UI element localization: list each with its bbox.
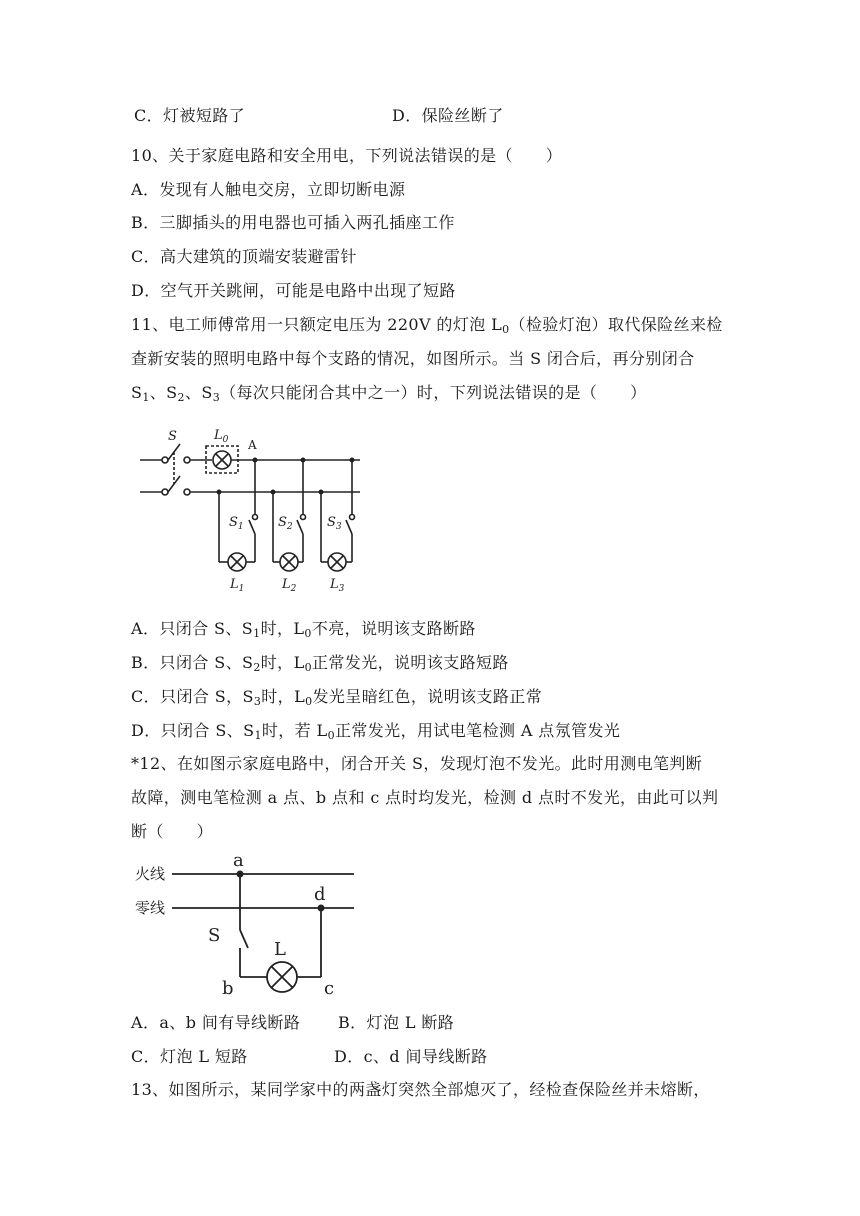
label-s2: $S_2$ xyxy=(278,515,293,532)
label-c: c xyxy=(324,978,335,999)
label-s1: $S_1$ xyxy=(229,515,244,532)
q11-option-c: C．只闭合 S，$S_3$时，$L_0$发光呈暗红色，说明该支路正常 xyxy=(131,687,543,708)
q12-stem-line1: *12、在如图示家庭电路中，闭合开关 S，发现灯泡不发光。此时用测电笔判断 xyxy=(131,754,703,773)
label-l0: $L_0$ xyxy=(214,428,229,445)
label-s: S xyxy=(168,429,177,444)
label-d: d xyxy=(314,884,326,905)
q9-option-d: D．保险丝断了 xyxy=(392,106,504,125)
label-l2: $L_2$ xyxy=(282,577,297,594)
q10-option-d: D．空气开关跳闸，可能是电路中出现了短路 xyxy=(131,281,456,300)
q11-option-b: B．只闭合 S、$S_2$时，$L_0$正常发光，说明该支路短路 xyxy=(131,653,509,674)
label-a: a xyxy=(233,850,244,871)
q10-option-a: A．发现有人触电交房，立即切断电源 xyxy=(131,180,406,199)
label-a: A xyxy=(248,438,257,452)
q10-stem: 10、关于家庭电路和安全用电，下列说法错误的是（ ） xyxy=(131,146,563,165)
q12-stem-line2: 故障，测电笔检测 a 点、b 点和 c 点时均发光，检测 d 点时不发光，由此可以判 xyxy=(131,788,719,807)
q11-stem-line1: 11、电工师傅常用一只额定电压为 220V 的灯泡 $L_0$（检验灯泡）取代保险丝来检 xyxy=(131,315,723,336)
label-l3: $L_3$ xyxy=(330,577,345,594)
label-l1: $L_1$ xyxy=(230,577,245,594)
q11-circuit-diagram xyxy=(140,422,370,594)
q13-stem-line1: 13、如图所示，某同学家中的两盏灯突然全部熄灭了，经检查保险丝并未熔断， xyxy=(131,1080,710,1099)
label-s3: $S_3$ xyxy=(327,515,342,532)
label-live-wire: 火线 xyxy=(135,865,166,883)
label-s: S xyxy=(208,925,221,946)
q12-option-a: A．a、b 间有导线断路 xyxy=(131,1013,301,1032)
label-l: L xyxy=(274,939,286,960)
q11-option-d: D．只闭合 S、$S_1$时，若 $L_0$正常发光，用试电笔检测 A 点氖管发光 xyxy=(131,721,621,742)
q12-option-d: D．c、d 间导线断路 xyxy=(334,1047,488,1066)
q11-stem-line2: 查新安装的照明电路中每个支路的情况，如图所示。当 S 闭合后，再分别闭合 xyxy=(131,349,695,368)
label-b: b xyxy=(222,978,234,999)
q11-option-a: A．只闭合 S、$S_1$时，$L_0$不亮，说明该支路断路 xyxy=(131,619,476,640)
q10-option-b: B．三脚插头的用电器也可插入两孔插座工作 xyxy=(131,213,455,232)
q12-option-c: C．灯泡 L 短路 xyxy=(131,1047,248,1066)
label-neutral-wire: 零线 xyxy=(135,899,166,917)
q12-stem-line3: 断（ ） xyxy=(131,822,214,841)
q12-option-b: B．灯泡 L 断路 xyxy=(338,1013,455,1032)
q9-option-c: C．灯被短路了 xyxy=(134,106,246,125)
q10-option-c: C．高大建筑的顶端安装避雷针 xyxy=(131,247,357,266)
q12-circuit-diagram xyxy=(128,848,358,1000)
q11-stem-line3: $S_1$、$S_2$、$S_3$（每次只能闭合其中之一）时，下列说法错误的是（ ） xyxy=(131,383,647,404)
